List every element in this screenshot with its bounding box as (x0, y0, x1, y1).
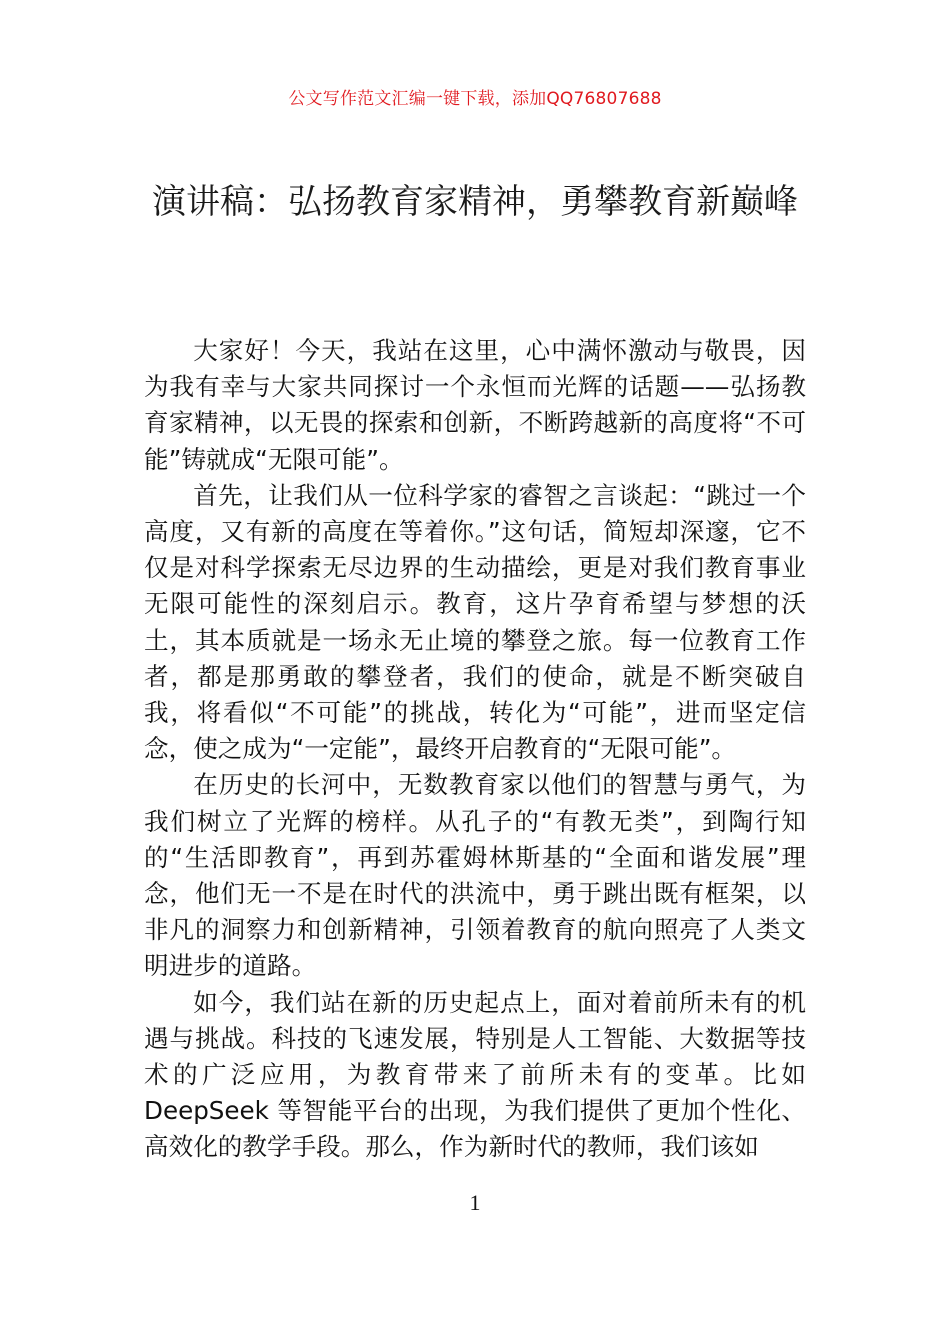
paragraph-scientist-quote: 首先，让我们从一位科学家的睿智之言谈起：“跳过一个高度，又有新的高度在等着你。”这句话，简短却深邃，它不仅是对科学探索无尽边界的生动描绘，更是对我们教育事业无限可能性的深刻启示。教育，这片孕育希望与梦想的沃土，其本质就是一场永无止境的攀登之旅。每一位教育工作者，都是那勇敢的攀登者，我们的使命，就是不断突破自我，将看似“不可能”的挑战，转化为“可能”，进而坚定信念，使之成为“一定能”，最终开启教育的“无限可能”。 (144, 480, 806, 764)
paragraph-greeting: 大家好！今天，我站在这里，心中满怀激动与敬畏，因为我有幸与大家共同探讨一个永恒而光辉的话题——弘扬教育家精神，以无畏的探索和创新，不断跨越新的高度将“不可能”铸就成“无限可能”。 (144, 336, 806, 474)
document-title: 演讲稿：弘扬教育家精神，勇攀教育新巅峰 (152, 182, 798, 222)
paragraph-new-era: 如今，我们站在新的历史起点上，面对着前所未有的机遇与挑战。科技的飞速发展，特别是人工智能、大数据等技术的广泛应用，为教育带来了前所未有的变革。比如 DeepSeek 等智能平台的出现，为我们提供了更加个性化、高效化的教学手段。那么，作为新时代的教师，我们该如 (144, 987, 806, 1162)
page-number: 1 (469, 1190, 481, 1215)
paragraph-history-educators: 在历史的长河中，无数教育家以他们的智慧与勇气，为我们树立了光辉的榜样。从孔子的“有教无类”，到陶行知的“生活即教育”，再到苏霍姆林斯基的“全面和谐发展”理念，他们无一不是在时代的洪流中，勇于跳出既有框架，以非凡的洞察力和创新精神，引领着教育的航向照亮了人类文明进步的道路。 (144, 770, 806, 981)
document-body (144, 333, 806, 1166)
download-promo-note: 公文写作范文汇编一键下载，添加QQ76807688 (288, 89, 662, 109)
